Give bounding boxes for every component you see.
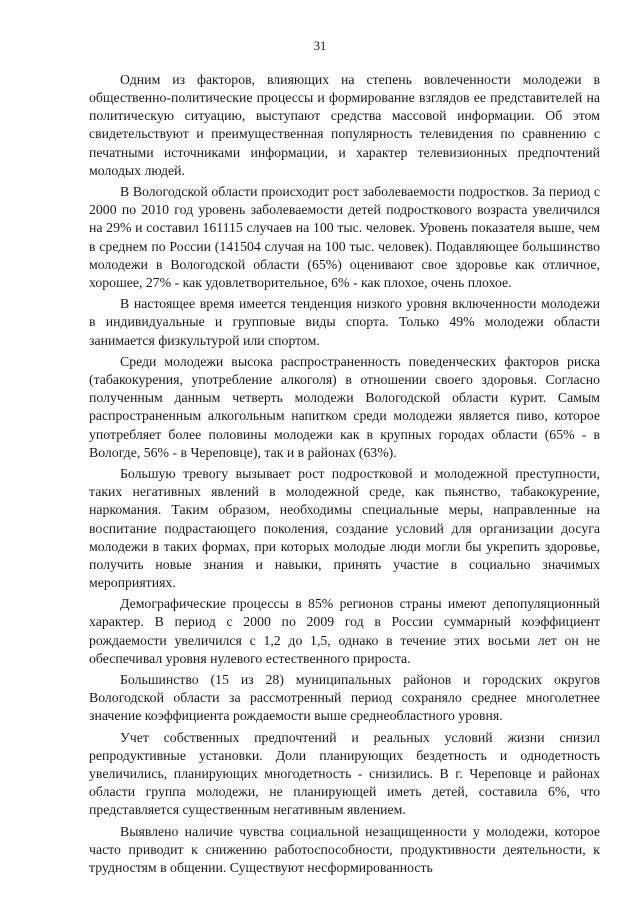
paragraph-mass-media: Одним из факторов, влияющих на степень вовлеченности молодежи в общественно-политические процессы и формирование взглядов ее представителей на политическую ситуацию, выступают средства массовой информации. Об этом свидетельствуют и преимущественная популярность телевидения по сравнению с печатными источниками информации, и характер телевизионных предпочтений молодых людей. xyxy=(89,72,600,178)
paragraph-reproductive-attitudes: Учет собственных предпочтений и реальных условий жизни снизил репродуктивные установки. Доли планирующих бездетность и однодетность увеличились, планирующих многодетность - снизились. В г. Череповце и районах области группа молодежи, не планирующей иметь детей, составила 6%, что представляется существенным негативным явлением. xyxy=(89,729,600,818)
paragraph-social-insecurity: Выявлено наличие чувства социальной незащищенности у молодежи, которое часто приводит к снижению работоспособности, продуктивности деятельности, к трудностям в общении. Существуют несформированность xyxy=(89,823,600,876)
paragraph-birth-rate-districts: Большинство (15 из 28) муниципальных районов и городских округов Вологодской области за рассмотренный период сохраняло среднее многолетнее значение коэффициента рождаемости выше среднеобластного уровня. xyxy=(89,672,600,724)
paragraph-youth-crime: Большую тревогу вызывает рост подростковой и молодежной преступности, таких негативных явлений в молодежной среде, как пьянство, табакокурение, наркомания. Таким образом, необходимы специальные меры, направленные на воспитание подрастающего поколения, создание условий для организации досуга молодежи в таких формах, при которых молодые люди могли бы укрепить здоровье, получить новые знания и навыки, принять участие в социально значимых мероприятиях. xyxy=(89,466,600,590)
paragraph-adolescent-morbidity: В Вологодской области происходит рост заболеваемости подростков. За период с 2000 по 2010 год уровень заболеваемости детей подросткового возраста увеличился на 29% и составил 161115 случаев на 100 тыс. человек. Уровень показателя выше, чем в среднем по России (141504 случая на 100 тыс. человек). Подавляющее большинство молодежи в Вологодской области (65%) оценивают свое здоровье как отличное, хорошее, 27% - как удовлетворительное, 6% - как плохое, очень плохое. xyxy=(89,184,600,290)
paragraph-sport-involvement: В настоящее время имеется тенденция низкого уровня включенности молодежи в индивидуальные и групповые виды спорта. Только 49% молодежи области занимается физкультурой или спортом. xyxy=(89,296,600,348)
paragraph-demographics: Демографические процессы в 85% регионов страны имеют депопуляционный характер. В период с 2000 по 2009 год в России суммарный коэффициент рождаемости увеличился с 1,2 до 1,5, однако в течение этих восьми лет он не обеспечивал уровня нулевого естественного прироста. xyxy=(89,596,600,666)
paragraph-risk-factors: Среди молодежи высока распространенность поведенческих факторов риска (табакокурения, употребление алкоголя) в отношении своего здоровья. Согласно полученным данным четверть молодежи Вологодской области курит. Самым распространенным алкогольным напитком среди молодежи является пиво, которое употребляет более половины молодежи как в крупных городах области (65% - в Вологде, 56% - в Череповце), так и в районах (63%). xyxy=(89,353,600,460)
body-text xyxy=(89,71,600,877)
page-number: 31 xyxy=(313,39,327,53)
